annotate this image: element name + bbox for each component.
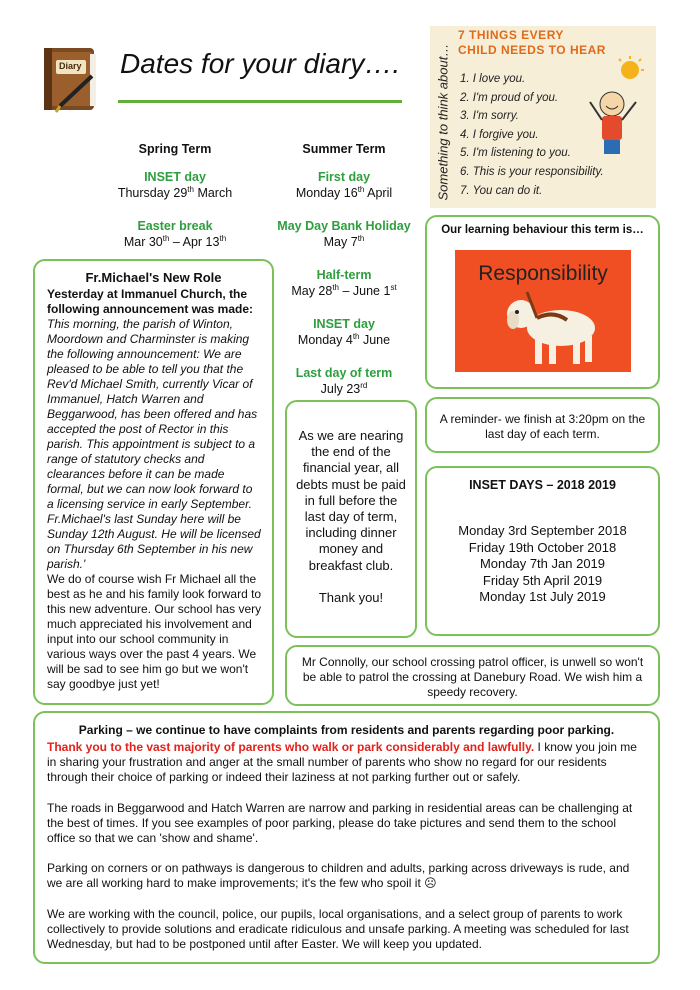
dog-illustration: [497, 290, 607, 368]
inset-date: Friday 5th April 2019: [482, 572, 603, 588]
diary-icon: [40, 46, 100, 114]
inset-days-heading: INSET DAYS – 2018 2019: [469, 478, 616, 492]
spring-term-column: [70, 142, 280, 250]
event-title: Last day of term: [295, 366, 393, 380]
happy-child-illustration: [586, 56, 650, 166]
parking-paragraph-4: We are working with the council, police, our pupils, local organisations, and a select group of parents to work collectively to provide solutions and eradicate ridiculous and unsafe parking. A meeting was scheduled for last Wednesday, but had to be postponed until after Easter. We will keep you updated.: [47, 906, 629, 952]
event-title: Easter break: [137, 219, 213, 233]
debts-text: As we are nearing the end of the financial year, all debts must be paid in full before the last day of term, including dinner money and breakfast club.: [296, 428, 406, 573]
summer-term-column: [274, 142, 414, 397]
responsibility-word: Responsibility: [478, 262, 608, 285]
poster-item: 3. I'm sorry.: [460, 110, 519, 123]
learning-heading: Our learning behaviour this term is…: [441, 224, 644, 236]
fr-michael-box: [33, 259, 274, 705]
crossing-text: Mr Connolly, our school crossing patrol officer, is unwell so won't be able to patrol the crossing at Danebury Road. We wish him a speedy recovery.: [301, 655, 644, 699]
event-title: INSET day: [144, 170, 206, 184]
fr-michael-announcement: This morning, the parish of Winton, Moordown and Charminster is making the following announcement: We are pleased to be able to tell you that the Rev'd Michael Smith, currently Vicar of Immanuel, Hatch Warren and Beggarwood, has been offered and has accepted the post of Rector in this parish. This appointment is subject to a range of statutory checks and clearances before it can be made formal, but we can now look forward to a licensing service in early September. Fr.Michael's last Sunday here will be Sunday 12th August. He will be licensed on Thursday 6th September in his new parish.': [47, 317, 261, 571]
fr-michael-intro: Yesterday at Immanuel Church, the following announcement was made:: [47, 287, 254, 316]
inset-date: Monday 3rd September 2018: [458, 523, 627, 538]
poster-item: 5. I'm listening to you.: [460, 147, 571, 160]
poster-image: [430, 26, 656, 208]
summer-term-heading: Summer Term: [302, 142, 386, 156]
responsibility-image: [455, 250, 631, 372]
learning-behaviour-box: [425, 215, 660, 389]
poster-item: 1. I love you.: [460, 73, 526, 85]
crossing-box: [285, 645, 660, 706]
debts-box: [285, 400, 417, 638]
event-date: Monday 16th April: [295, 184, 393, 200]
parking-heading: Parking – we continue to have complaints from residents and parents regarding poor parking.: [78, 723, 615, 737]
parking-paragraph-1: Thank you to the vast majority of parents who walk or park considerably and lawfully. I know you join me in sharing your frustration and anger at the small number of parents who show no regard for our residents through their choice of parking or indeed their laziness at not parking further out or safely.: [47, 740, 637, 785]
poster-item: 6. This is your responsibility.: [460, 165, 604, 178]
event-date: Monday 4th June: [297, 331, 391, 347]
parking-paragraph-2: The roads in Beggarwood and Hatch Warren are narrow and parking in residential areas can be challenging at the best of times. If you see examples of poor parking, please do take pictures and send them to the school office so that we can 'show and shame'.: [47, 800, 633, 846]
event-date: May 7th: [323, 233, 365, 249]
event-date: Mar 30th – Apr 13th: [123, 233, 227, 249]
fr-michael-heading: Fr.Michael's New Role: [85, 270, 222, 285]
poster-item: 2. I'm proud of you.: [460, 91, 559, 104]
inset-days-box: [425, 466, 660, 636]
poster-heading-line: CHILD NEEDS TO HEAR: [458, 43, 606, 57]
event-date: Thursday 29th March: [117, 184, 233, 200]
inset-date: Monday 1st July 2019: [479, 589, 606, 604]
parking-paragraph-3: Parking on corners or on pathways is dangerous to children and adults, parking across driveways is rude, and we are all working hard to make improvements; it's the few who spoil it ☹: [47, 861, 630, 891]
event-title: Half-term: [316, 268, 372, 282]
debts-thanks: Thank you!: [318, 589, 384, 605]
event-date: May 28th – June 1st: [291, 282, 397, 298]
poster-side-text: Something to think about…: [435, 43, 451, 201]
inset-date: Monday 7th Jan 2019: [479, 556, 606, 571]
fr-michael-closing: We do of course wish Fr Michael all the best as he and his family look forward to this new adventure. Our school has very much appreciated his involvement and input into our school community in various ways over the past 4 years. We will be sad to see him go but we won't say goodbye just yet!: [47, 572, 262, 691]
spring-term-heading: Spring Term: [138, 142, 212, 156]
event-title: INSET day: [313, 317, 375, 331]
poster-item: 7. You can do it.: [460, 184, 543, 197]
reminder-box: [425, 397, 660, 453]
event-title: First day: [317, 170, 371, 184]
poster-item: 4. I forgive you.: [460, 128, 539, 141]
page-title: Dates for your diary….: [120, 48, 401, 79]
inset-date: Friday 19th October 2018: [468, 539, 617, 555]
poster-heading-line: 7 THINGS EVERY: [458, 28, 564, 42]
parking-box: [33, 711, 660, 964]
title-underline: [118, 100, 402, 103]
event-date: July 23rd: [320, 380, 368, 396]
event-title: May Day Bank Holiday: [277, 219, 411, 233]
parking-thanks: Thank you to the vast majority of parents who walk or park considerably and lawfully.: [47, 740, 535, 754]
reminder-text: A reminder- we finish at 3:20pm on the last day of each term.: [439, 412, 646, 441]
diary-label: Diary: [59, 61, 82, 71]
